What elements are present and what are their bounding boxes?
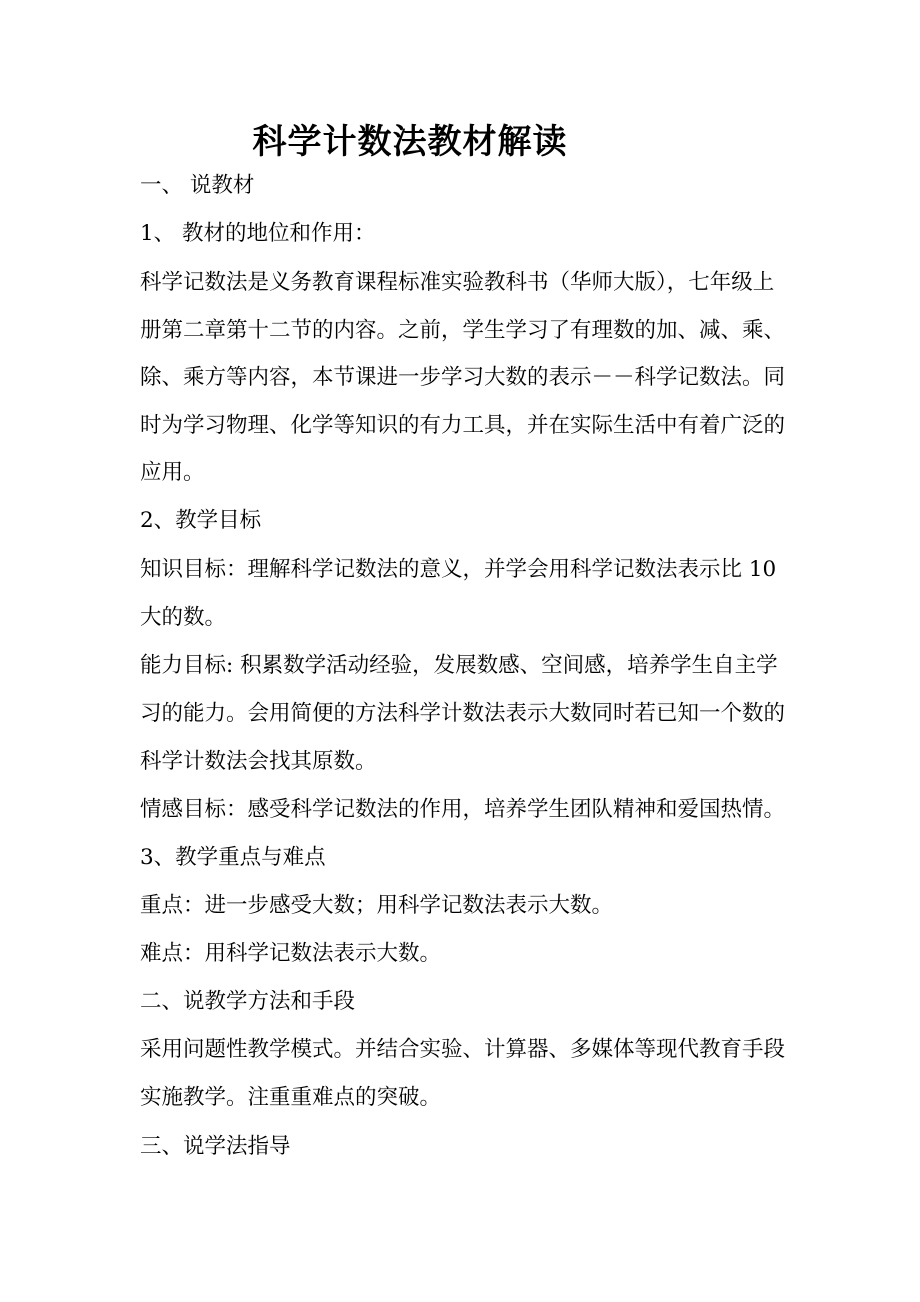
paragraph-line: 应用。 bbox=[140, 460, 205, 485]
paragraph-line: 实施教学。注重重难点的突破。 bbox=[140, 1085, 442, 1110]
paragraph-line: 科学记数法是义务教育课程标准实验教科书（华师大版），七年级上 bbox=[140, 270, 775, 295]
paragraph-line: 二、说教学方法和手段 bbox=[140, 989, 356, 1014]
paragraph-line: 册第二章第十二节的内容。之前，学生学习了有理数的加、减、乘、 bbox=[140, 318, 786, 343]
paragraph-line: 情感目标：感受科学记数法的作用，培养学生团队精神和爱国热情。 bbox=[140, 797, 786, 822]
paragraph-line: 采用问题性教学模式。并结合实验、计算器、多媒体等现代教育手段 bbox=[140, 1037, 786, 1062]
document-title: 科学计数法教材解读 bbox=[252, 122, 568, 162]
paragraph-line: 能力目标: 积累数学活动经验，发展数感、空间感，培养学生自主学 bbox=[140, 653, 778, 678]
paragraph-line: 除、乘方等内容，本节课进一步学习大数的表示－－科学记数法。同 bbox=[140, 365, 786, 390]
paragraph-line: 1、 教材的地位和作用： bbox=[140, 221, 376, 246]
paragraph-line: 三、说学法指导 bbox=[140, 1134, 291, 1159]
paragraph-line: 时为学习物理、化学等知识的有力工具，并在实际生活中有着广泛的 bbox=[140, 413, 786, 438]
paragraph-line: 难点：用科学记数法表示大数。 bbox=[140, 941, 442, 966]
paragraph-line: 科学计数法会找其原数。 bbox=[140, 749, 377, 774]
paragraph-line: 3、教学重点与难点 bbox=[140, 845, 326, 870]
paragraph-line: 重点：进一步感受大数；用科学记数法表示大数。 bbox=[140, 893, 614, 918]
paragraph-line: 知识目标：理解科学记数法的意义，并学会用科学记数法表示比 10 bbox=[140, 557, 777, 582]
paragraph-line: 习的能力。会用简便的方法科学计数法表示大数同时若已知一个数的 bbox=[140, 701, 786, 726]
paragraph-line: 2、教学目标 bbox=[140, 508, 262, 533]
paragraph-line: 一、 说教材 bbox=[140, 173, 255, 198]
paragraph-line: 大的数。 bbox=[140, 605, 227, 630]
